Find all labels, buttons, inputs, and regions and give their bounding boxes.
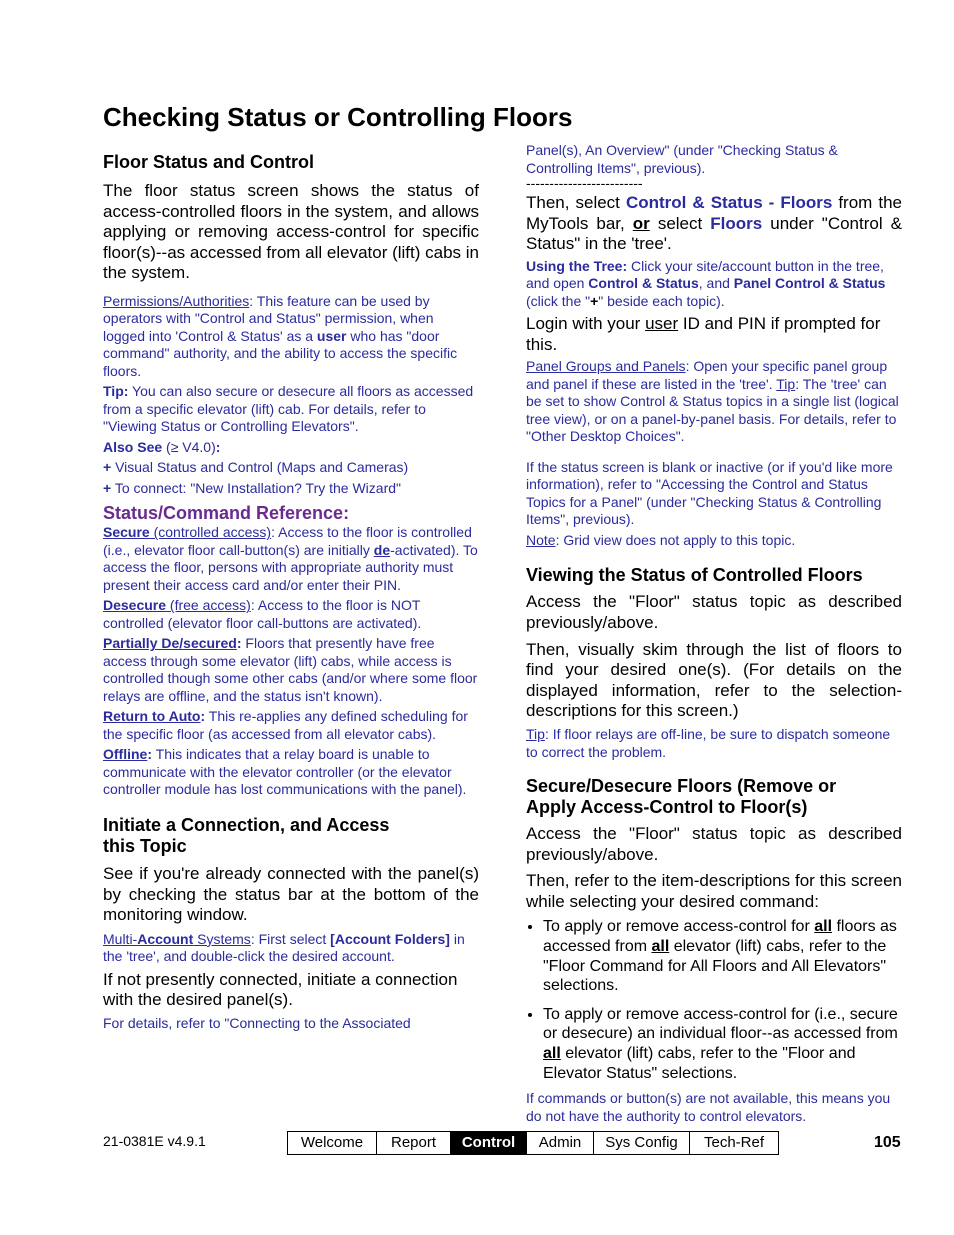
heading-line-2: Apply Access-Control to Floor(s)	[526, 797, 808, 818]
multi-account-link[interactable]	[103, 931, 251, 947]
also-see-link-2[interactable]	[103, 480, 479, 498]
tab-tech-ref[interactable]: Tech-Ref	[703, 1134, 765, 1151]
panel-groups-text: : Open your specific panel group and panel if these are listed in the 'tree'.	[526, 358, 888, 392]
intro-paragraph: The floor status screen shows the status of access-controlled floors in the system, and allows applying or removing access-control for specific floor(s)--as accessed from all elevator (lift) cabs in the system.	[103, 181, 480, 283]
relay-tip-note	[526, 726, 902, 761]
secure-paren: (controlled access)	[149, 524, 272, 541]
then-text-2: from the MyTools bar,	[526, 193, 902, 233]
item-text: To apply or remove access-control for (i.e., secure or desecure) an individual floor--as accessed from	[543, 1005, 898, 1043]
multi-account-note	[103, 931, 479, 966]
secure-link[interactable]: Secure	[103, 524, 150, 541]
then-text: Then, select	[526, 193, 626, 212]
plus-icon: +	[103, 479, 112, 496]
document-id: 21-0381E v4.9.1	[103, 1133, 206, 1149]
return-colon: :	[200, 708, 206, 725]
partial-link[interactable]: Partially De/secured	[103, 635, 237, 652]
return-text: This re-applies any defined scheduling for the specific floor (as accessed from all elevator cabs).	[103, 708, 468, 742]
also-see-link-1[interactable]	[103, 459, 479, 477]
grid-view-note	[526, 532, 902, 550]
permissions-link[interactable]: Permissions/Authorities	[103, 292, 250, 309]
heading-line-1: Secure/Desecure Floors (Remove or	[526, 776, 837, 797]
tab-welcome[interactable]: Welcome	[288, 1132, 377, 1154]
item-text: To apply or remove access-control for	[543, 918, 815, 936]
also-see-version: (≥ V4.0)	[162, 438, 216, 455]
partial-description	[103, 635, 479, 705]
plus-icon: +	[590, 292, 599, 309]
right-column	[526, 142, 902, 1125]
offline-link[interactable]: Offline	[103, 746, 148, 763]
item-all: all	[543, 1044, 561, 1062]
tree-text-4: " beside each topic).	[598, 292, 725, 309]
status-reference-heading: Status/Command Reference:	[103, 503, 350, 524]
desecure-paren: (free access)	[166, 597, 251, 614]
permissions-user: user	[316, 327, 347, 344]
continued-note: Panel(s), An Overview" (under "Checking Status & Controlling Items", previous).	[526, 142, 838, 176]
also-see	[103, 439, 479, 457]
login-paragraph	[526, 314, 902, 355]
return-link[interactable]: Return to Auto	[103, 708, 201, 725]
item-text-3: elevator (lift) cabs, refer to the "Floor Command for All Floors and All Elevators" selections.	[543, 938, 887, 995]
then-or: or	[632, 213, 650, 233]
left-column	[103, 152, 479, 1032]
blank-screen-note: If the status screen is blank or inactive (or if you'd like more information), refer to "Accessing the Control and Status Topics for a Panel" (under "Checking Status & Controlling Items", previous).	[526, 458, 893, 528]
also-see-link-1-text: Visual Status and Control (Maps and Cameras)	[111, 459, 409, 476]
partial-text: Floors that presently have free access through some elevator (lift) cabs, while access is controlled though some other cabs (and/or where some floor relays are offline, and the status isn't known).	[103, 635, 478, 704]
tab-admin[interactable]: Admin	[527, 1132, 594, 1154]
item-text-2: elevator (lift) cabs, refer to the "Floor and Elevator Status" selections.	[543, 1044, 856, 1082]
if-not-paragraph: If not presently connected, initiate a connection with the desired panel(s).	[103, 969, 458, 1010]
return-description	[103, 708, 479, 743]
tab-sys-config[interactable]: Sys Config	[594, 1132, 690, 1154]
panel-groups-note	[526, 358, 902, 446]
offline-colon: :	[147, 746, 153, 763]
permissions-note	[103, 293, 479, 381]
multi-text: : First select	[250, 930, 331, 947]
permissions-text-2: who has "door command" authority, and the ability to access the specific floors.	[103, 327, 458, 379]
control-status-floors: Control & Status - Floors	[625, 193, 833, 212]
login-user: user	[645, 314, 679, 334]
tree-text-3: (click the "	[526, 292, 591, 309]
item-text-2: floors as accessed from	[543, 918, 897, 955]
also-see-link-2-text: To connect: "New Installation? Try the Wizard"	[111, 479, 401, 496]
note-link[interactable]: Note	[526, 531, 556, 548]
access-paragraph-1: Access the "Floor" status topic as described previously/above.	[526, 592, 902, 633]
using-tree-note	[526, 258, 902, 311]
plus-icon: +	[103, 459, 112, 476]
multi-bold: [Account Folders]	[330, 930, 450, 947]
heading-line-1: Initiate a Connection, and Access	[103, 814, 390, 835]
list-item	[543, 1005, 902, 1083]
tree-text: Click your site/account button in the tree, and open	[526, 257, 884, 292]
heading-line-2: this Topic	[103, 835, 187, 856]
section-heading-floor-status: Floor Status and Control	[103, 152, 314, 172]
section-heading-viewing: Viewing the Status of Controlled Floors	[526, 565, 863, 586]
then-text-4: under "Control & Status" in the 'tree'.	[526, 213, 903, 254]
panel-groups-link[interactable]: Panel Groups and Panels	[526, 358, 686, 375]
multi-text-2: in the 'tree', and double-click the desired account.	[103, 930, 465, 965]
desecure-text: : Access to the floor is NOT controlled (elevator floor call-buttons are activated).	[103, 597, 422, 631]
section-heading-initiate	[103, 815, 479, 857]
tree-bold-2: Panel Control & Status	[733, 275, 886, 292]
item-all: all	[814, 918, 833, 936]
desecure-link[interactable]: Desecure	[103, 597, 167, 614]
relay-tip-text: : If floor relays are off-line, be sure to dispatch someone to correct the problem.	[526, 726, 891, 760]
multi-2: Account	[137, 930, 194, 947]
see-if-paragraph: See if you're already connected with the panel(s) by checking the status bar at the bottom of the monitoring window.	[103, 863, 479, 925]
relay-tip-link[interactable]: Tip	[526, 726, 545, 743]
tree-label: Using the Tree:	[526, 257, 628, 274]
secure-text-2: -activated). To access the floor, persons with appropriate authority must present their access card and/or enter their PIN.	[103, 541, 478, 593]
multi-3: Systems	[193, 930, 251, 947]
permissions-text: : This feature can be used by operators with "Control and Status" permission, when logged into 'Control & Status' as a	[103, 292, 434, 344]
then-refer-paragraph: Then, refer to the item-descriptions for this screen while selecting your desired command:	[526, 871, 902, 911]
item-all-2: all	[651, 938, 670, 955]
partial-colon: :	[236, 635, 242, 652]
tree-text-2: , and	[698, 275, 734, 292]
footer-nav	[287, 1131, 779, 1155]
section-heading-secure	[526, 776, 902, 818]
tab-report[interactable]: Report	[377, 1132, 451, 1154]
visually-paragraph: Then, visually skim through the list of floors to find your desired one(s). (For details on the displayed information, refer to the selection-descriptions for this screen.)	[526, 639, 902, 721]
page-title: Checking Status or Controlling Floors	[103, 102, 573, 132]
access-paragraph-2: Access the "Floor" status topic as described previously/above.	[526, 824, 902, 864]
offline-description	[103, 746, 479, 799]
tip-note	[103, 383, 479, 436]
secure-description	[103, 524, 479, 594]
note-text: : Grid view does not apply to this topic.	[555, 531, 796, 548]
login-text-2: ID and PIN if prompted for this.	[526, 314, 881, 354]
command-list	[526, 917, 902, 1083]
offline-text: This indicates that a relay board is unable to communicate with the elevator controller (or the elevator controller module has lost communications with the panel).	[103, 746, 467, 798]
floors-label: Floors	[710, 213, 763, 233]
tip-label: Tip:	[103, 383, 129, 400]
login-text: Login with your	[526, 314, 646, 334]
desecure-description	[103, 597, 479, 632]
for-details-note: For details, refer to "Connecting to the Associated	[103, 1014, 411, 1031]
tip-text: You can also secure or desecure all floors as accessed from a specific elevator (lift) cab. For details, refer to "Viewing Status or Controlling Elevators".	[103, 383, 474, 435]
tree-bold-1: Control & Status	[588, 275, 699, 292]
tab-control[interactable]: Control	[451, 1132, 527, 1154]
multi-1: Multi-	[103, 930, 138, 947]
secure-de: de	[373, 541, 391, 558]
separator: -------------------------	[526, 175, 643, 191]
then-select-paragraph	[526, 193, 902, 255]
then-text-3: select	[649, 213, 711, 233]
secure-text: : Access to the floor is controlled (i.e., elevator floor call-button(s) are initially	[103, 524, 472, 558]
list-item	[543, 917, 902, 995]
panel-groups-tip[interactable]: Tip	[776, 375, 796, 392]
also-see-colon: :	[215, 438, 221, 455]
panel-groups-text-2: : The 'tree' can be set to show Control & Status topics in a single list (logical tree view), or on a panel-by-panel basis. For details, refer to "Other Desktop Choices".	[526, 375, 899, 445]
authority-note: If commands or button(s) are not available, this means you do not have the authority to control elevators.	[526, 1090, 891, 1124]
page-number: 105	[874, 1134, 901, 1151]
also-see-label: Also See	[103, 438, 163, 455]
